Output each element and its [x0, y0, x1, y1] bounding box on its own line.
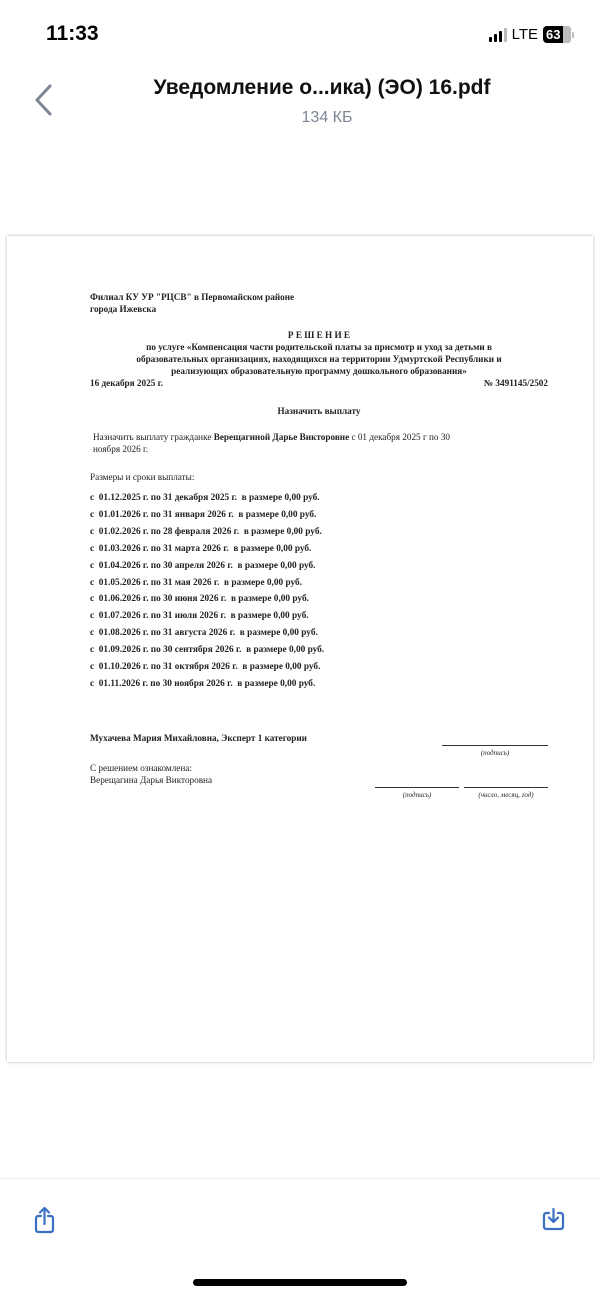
recipient-signature-line — [375, 787, 459, 788]
assignment-line-2: ноября 2026 г. — [93, 444, 149, 454]
signature-line — [442, 745, 548, 746]
payment-row: с 01.04.2026 г. по 30 апреля 2026 г. в размере 0,00 руб. — [90, 560, 316, 571]
payment-row: с 01.02.2026 г. по 28 февраля 2026 г. в размере 0,00 руб. — [90, 526, 322, 537]
battery-icon — [543, 26, 574, 43]
payments-heading: Размеры и сроки выплаты: — [90, 472, 195, 482]
signature-caption: (подпись) — [480, 749, 510, 757]
service-line-1: по услуге «Компенсация части родительской платы за присмотр и уход за детьми в — [146, 342, 492, 352]
service-line-2: образовательных организациях, находящихся на территории Удмуртской Республики и — [136, 354, 502, 364]
share-button[interactable] — [31, 1205, 61, 1235]
payment-row: с 01.01.2026 г. по 31 января 2026 г. в размере 0,00 руб. — [90, 509, 317, 520]
org-line-2: города Ижевска — [90, 304, 157, 314]
assignment-text — [93, 432, 450, 444]
payment-row: с 01.06.2026 г. по 30 июня 2026 г. в размере 0,00 руб. — [90, 594, 309, 605]
battery-level: 63 — [546, 27, 561, 42]
assignment-period: с 01 декабря 2025 г по 30 — [349, 432, 451, 442]
signal-icon — [489, 28, 507, 42]
payment-row: с 01.09.2026 г. по 30 сентября 2026 г. в размере 0,00 руб. — [90, 645, 325, 656]
payment-row: с 01.12.2025 г. по 31 декабря 2025 г. в размере 0,00 руб. — [90, 493, 320, 503]
save-button[interactable] — [540, 1205, 570, 1235]
assignment-prefix: Назначить выплату гражданке — [93, 432, 214, 442]
date-line — [464, 787, 548, 788]
payment-row: с 01.08.2026 г. по 31 августа 2026 г. в размере 0,00 руб. — [90, 628, 318, 639]
status-time: 11:33 — [46, 22, 99, 45]
payment-row: с 01.03.2026 г. по 31 марта 2026 г. в размере 0,00 руб. — [90, 543, 312, 554]
home-indicator[interactable] — [193, 1279, 407, 1286]
status-indicators — [489, 26, 574, 43]
signer: Мухачева Мария Михайловна, Эксперт 1 категории — [90, 733, 307, 743]
payment-row: с 01.11.2026 г. по 30 ноября 2026 г. в размере 0,00 руб. — [90, 678, 316, 689]
document-date: 16 декабря 2025 г. — [90, 378, 164, 388]
document-heading: Р Е Ш Е Н И Е — [287, 330, 351, 340]
share-icon — [31, 1205, 61, 1235]
recipient-signature-caption: (подпись) — [402, 791, 432, 799]
file-title: Уведомление о...ика) (ЭО) 16.pdf — [153, 76, 491, 99]
file-size: 134 КБ — [301, 109, 353, 126]
org-line-1: Филиал КУ УР "РЦСВ" в Первомайском районе — [90, 292, 295, 302]
document-number: № 3491145/2502 — [483, 378, 548, 388]
acknowledged-label: С решением ознакомлена: — [90, 763, 192, 773]
recipient-full-name: Верещагина Дарья Викторовна — [90, 775, 213, 785]
date-caption: (число, месяц, год) — [478, 791, 534, 799]
download-icon — [540, 1205, 570, 1235]
payment-row: с 01.10.2026 г. по 31 октября 2026 г. в размере 0,00 руб. — [90, 662, 321, 672]
toolbar-divider — [0, 1178, 600, 1179]
payment-row: с 01.07.2026 г. по 31 июля 2026 г. в размере 0,00 руб. — [90, 611, 309, 622]
payment-row: с 01.05.2026 г. по 31 мая 2026 г. в размере 0,00 руб. — [90, 577, 303, 588]
service-line-3: реализующих образовательную программу дошкольного образования» — [171, 366, 467, 376]
recipient-name: Верещагиной Дарье Викторовне — [213, 432, 350, 442]
network-type: LTE — [511, 26, 538, 43]
decision-title: Назначить выплату — [277, 406, 361, 416]
